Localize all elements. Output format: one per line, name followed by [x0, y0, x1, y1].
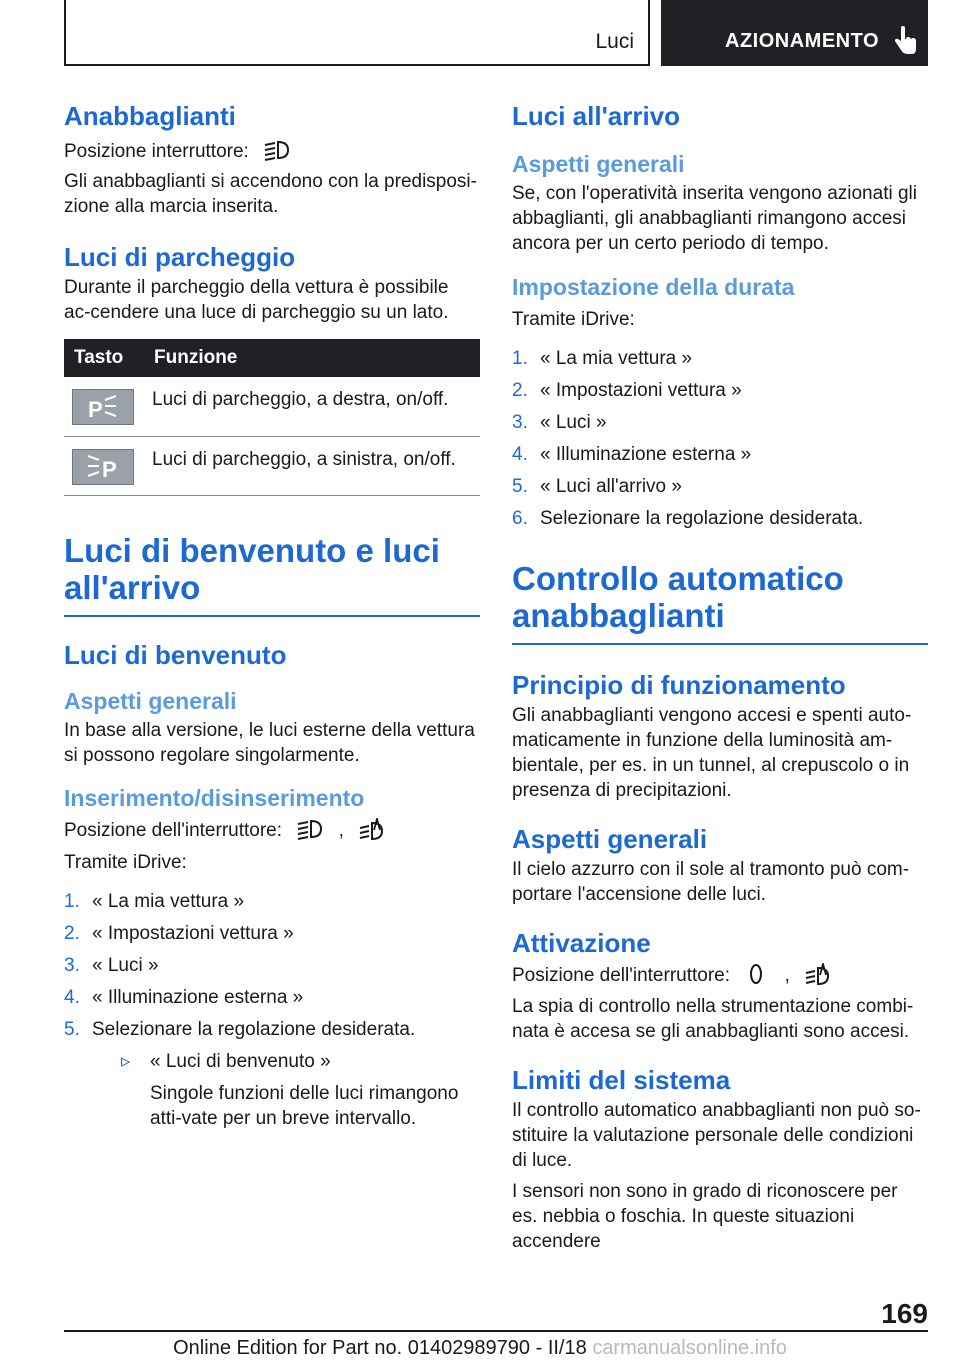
welcome-lights-subheading: Luci di benvenuto	[64, 639, 287, 670]
list-item: 1. « La mia vettura »	[512, 348, 693, 369]
table-header-row	[64, 339, 480, 377]
anabbaglianti-text: Gli anabbaglianti si accendono con la predisposi-zione alla marcia inserita.	[64, 171, 477, 217]
auto-headlight-icon	[803, 963, 833, 985]
footer-divider	[64, 1330, 928, 1332]
idrive-label: Tramite iDrive:	[512, 309, 635, 330]
activation-switch-position: Posizione dell'interruttore: ,	[512, 963, 928, 988]
list-item: 6. Selezionare la regolazione desiderata.	[512, 508, 864, 529]
list-item: 1. « La mia vettura »	[64, 890, 245, 912]
header-chapter-title: AZIONAMENTO	[725, 30, 880, 52]
welcome-lights-heading: Luci di benvenuto e luci all'arrivo	[64, 532, 480, 617]
page-header	[64, 0, 928, 66]
on-off-heading: Inserimento/disinserimento	[64, 784, 365, 811]
idrive-label: Tramite iDrive:	[64, 851, 187, 873]
list-item: 4. « Illuminazione esterna »	[64, 986, 304, 1008]
general-aspects-heading: Aspetti generali	[512, 151, 685, 177]
welcome-steps-list	[64, 889, 480, 1049]
parking-light-left-icon	[72, 449, 134, 485]
table-row	[64, 436, 480, 495]
list-item: 3. « Luci »	[512, 412, 607, 433]
general-aspects-heading: Aspetti generali	[64, 687, 237, 714]
low-beam-icon	[262, 139, 292, 161]
list-item: 4. « Illuminazione esterna »	[512, 444, 752, 465]
arrival-lights-heading: Luci all'arrivo	[512, 101, 681, 131]
limits-heading: Limiti del sistema	[512, 1065, 731, 1095]
duration-heading: Impostazione della durata	[512, 274, 795, 300]
list-item: 5. « Luci all'arrivo »	[512, 476, 682, 497]
welcome-sub-item: ▹ « Luci di benvenuto » Singole funzioni delle luci rimangono atti-vate per un breve intervallo.	[121, 1049, 480, 1131]
general-aspects-2-text: Il cielo azzurro con il sole al tramonto può com-portare l'accensione delle luci.	[512, 859, 910, 905]
footer-watermark: carmanualsonline.info	[592, 1337, 787, 1359]
footer	[0, 1337, 960, 1360]
table-header-function: Funzione	[144, 339, 480, 377]
right-column	[512, 100, 928, 1254]
general-aspects-text: In base alla versione, le luci esterne della vettura si possono regolare singolarmente.	[64, 719, 475, 766]
parking-light-right-icon	[72, 389, 134, 425]
general-aspects-2-heading: Aspetti generali	[512, 824, 708, 854]
svg-text:P: P	[88, 397, 103, 420]
parking-keys-table	[64, 339, 480, 496]
auto-low-beam-heading: Controllo automatico anabbaglianti	[512, 560, 928, 645]
anabbaglianti-switch-position: Posizione interruttore:	[64, 139, 480, 164]
table-cell: Luci di parcheggio, a sinistra, on/off.	[144, 436, 480, 495]
principle-heading: Principio di funzionamento	[512, 670, 846, 700]
svg-text:P: P	[102, 456, 117, 480]
welcome-sub-description: Singole funzioni delle luci rimangono atti-vate per un breve intervallo.	[150, 1082, 459, 1129]
limits-text-2: I sensori non sono in grado di riconoscere per es. nebbia o foschia. In queste situazioni accendere	[512, 1181, 898, 1252]
list-item: 2. « Impostazioni vettura »	[64, 922, 294, 944]
triangle-bullet-icon: ▹	[121, 1050, 131, 1072]
activation-heading: Attivazione	[512, 928, 651, 958]
table-row	[64, 377, 480, 436]
switch-position-zero-icon	[741, 963, 771, 985]
hand-pointer-icon	[892, 26, 918, 56]
principle-text: Gli anabbaglianti vengono accesi e spenti auto-maticamente in funzione della luminosità am-bientale, per es. in un tunnel, al crepuscolo o in presenza di precipitazioni.	[512, 705, 912, 801]
parking-lights-text: Durante il parcheggio della vettura è possibile ac-cendere una luce di parcheggio su un lato.	[64, 277, 449, 323]
table-header-key: Tasto	[64, 339, 144, 377]
header-chapter-box	[661, 0, 928, 66]
header-section-box	[64, 0, 650, 66]
left-column	[64, 100, 480, 1131]
page-number: 169	[881, 1298, 928, 1329]
anabbaglianti-heading: Anabbaglianti	[64, 101, 236, 131]
parking-lights-heading: Luci di parcheggio	[64, 242, 296, 272]
low-beam-icon	[295, 818, 325, 840]
table-cell: Luci di parcheggio, a destra, on/off.	[144, 377, 480, 436]
header-section-title: Luci	[595, 30, 634, 53]
general-aspects-text: Se, con l'operatività inserita vengono azionati gli abbaglianti, gli anabbaglianti rimangono accesi ancora per un certo periodo di tempo.	[512, 183, 917, 254]
activation-text: La spia di controllo nella strumentazione combi-nata è accesa se gli anabbaglianti sono accesi.	[512, 996, 914, 1042]
list-item: 3. « Luci »	[64, 954, 159, 976]
limits-text-1: Il controllo automatico anabbaglianti non può so-stituire la valutazione personale delle condizioni di luce.	[512, 1100, 921, 1171]
on-off-switch-position: Posizione dell'interruttore: ,	[64, 818, 480, 843]
footer-edition: Online Edition for Part no. 01402989790 - II/18	[173, 1337, 587, 1359]
list-item: 5. Selezionare la regolazione desiderata.	[64, 1018, 416, 1040]
list-item: 2. « Impostazioni vettura »	[512, 380, 742, 401]
arrival-steps-list	[512, 346, 928, 538]
auto-headlight-icon	[357, 818, 387, 840]
